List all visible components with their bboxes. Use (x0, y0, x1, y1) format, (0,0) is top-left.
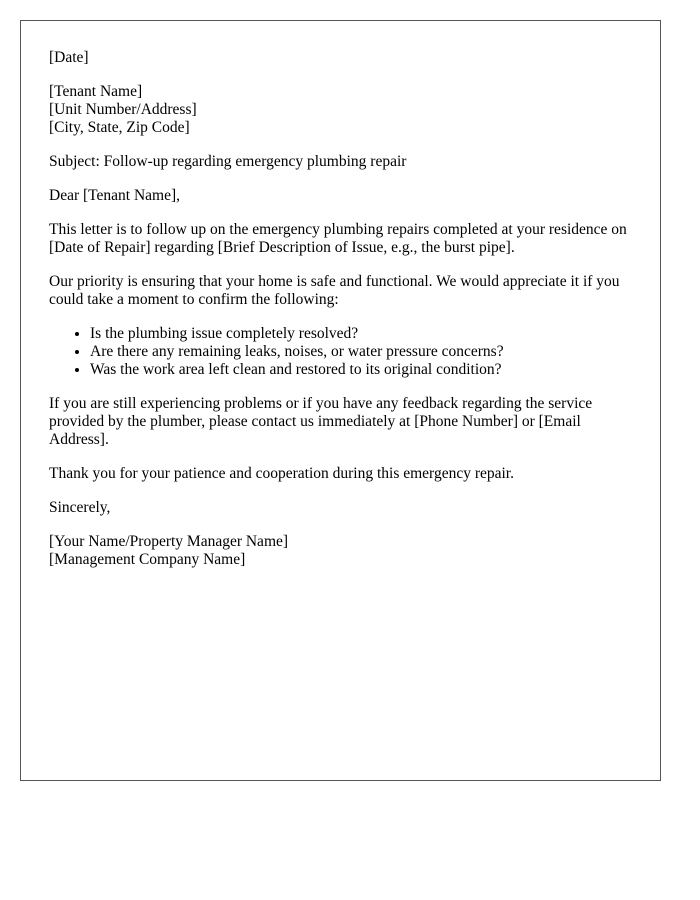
list-item: • Is the plumbing issue completely resolved? (90, 325, 632, 343)
list-item: • Are there any remaining leaks, noises, or water pressure concerns? (90, 343, 632, 361)
signature-block (49, 533, 632, 569)
letter-closing: Sincerely, (49, 499, 111, 516)
signature-name: [Your Name/Property Manager Name] (49, 533, 289, 550)
body-paragraph-1: This letter is to follow up on the emergency plumbing repairs completed at your residence on [Date of Repair] regarding [Brief Description of Issue, e.g., the burst pipe]. (49, 221, 627, 256)
recipient-address (49, 83, 632, 137)
list-item: • Was the work area left clean and restored to its original condition? (90, 361, 632, 379)
letter-subject: Subject: Follow-up regarding emergency plumbing repair (49, 153, 407, 170)
letter-salutation: Dear [Tenant Name], (49, 187, 181, 204)
body-paragraph-3: If you are still experiencing problems or if you have any feedback regarding the service provided by the plumber, please contact us immediately at [Phone Number] or [Email Address]. (49, 395, 593, 448)
confirmation-list (49, 325, 632, 379)
letter-date: [Date] (49, 49, 89, 66)
recipient-unit: [Unit Number/Address] (49, 101, 197, 118)
signature-company: [Management Company Name] (49, 551, 246, 568)
recipient-name: [Tenant Name] (49, 83, 143, 100)
recipient-city: [City, State, Zip Code] (49, 119, 190, 136)
body-paragraph-4: Thank you for your patience and cooperation during this emergency repair. (49, 465, 514, 482)
body-paragraph-2: Our priority is ensuring that your home is safe and functional. We would appreciate it if you could take a moment to confirm the following: (49, 273, 620, 308)
letter-page (20, 20, 661, 781)
